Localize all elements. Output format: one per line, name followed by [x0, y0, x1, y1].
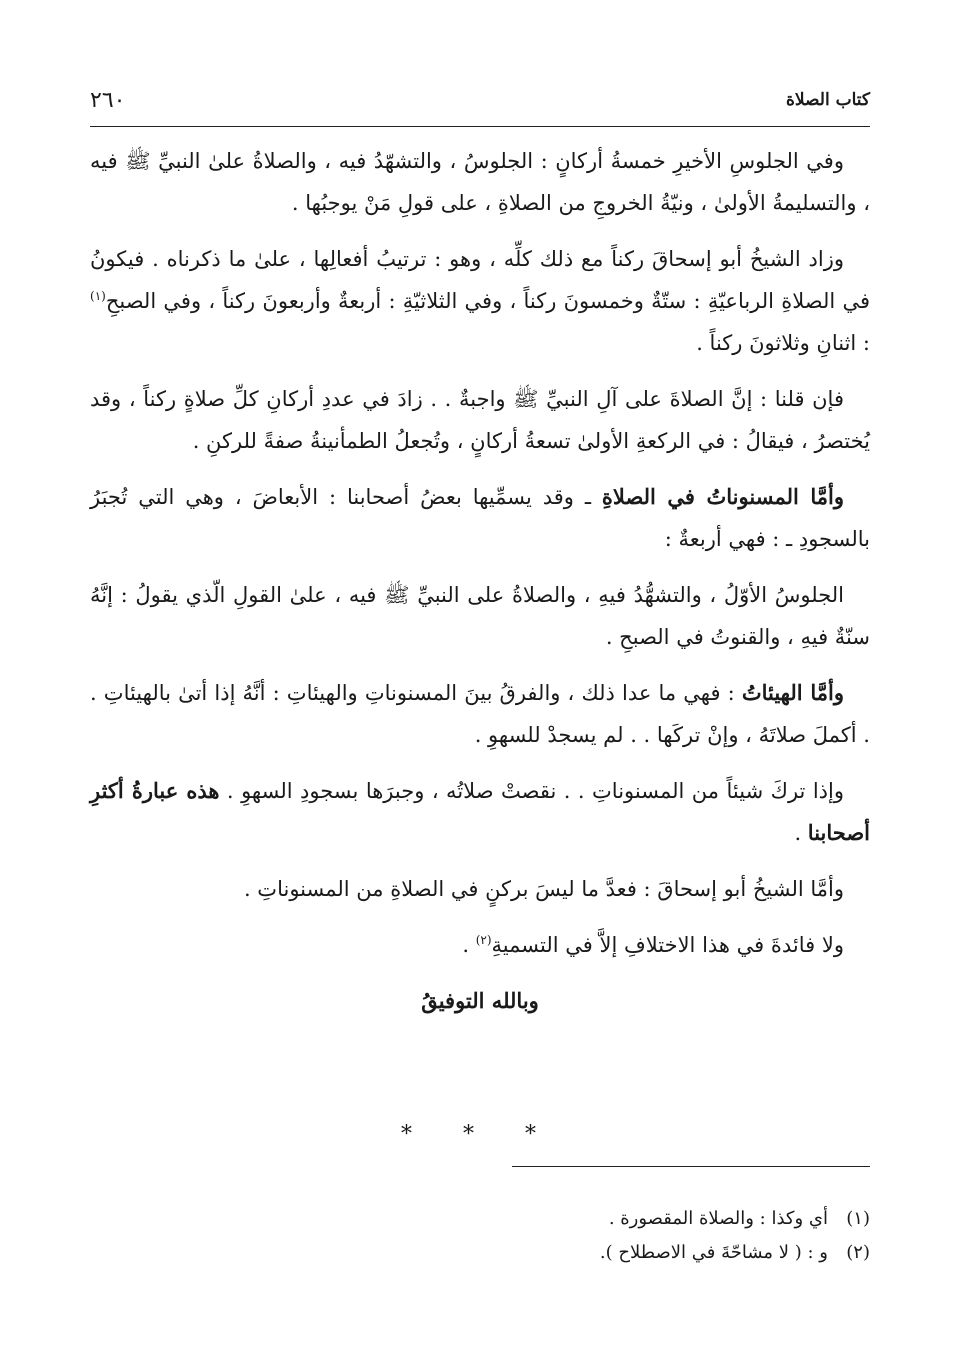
footnote-text: و : ( لا مشاحّةَ في الاصطلاح ).	[599, 1242, 828, 1263]
footnote-1	[90, 1202, 870, 1236]
heading-hayat: وأمَّا الهيئاتُ	[741, 680, 844, 705]
page-header	[90, 88, 870, 122]
paragraph-abu-ishaq-add: وأمَّا الشيخُ أبو إسحاقَ : فعدَّ ما ليسَ بركنٍ في الصلاةِ من المسنوناتِ .	[243, 877, 844, 901]
header-rule	[90, 126, 870, 127]
footnote-2	[90, 1236, 870, 1270]
page-number: ٢٦٠	[90, 88, 126, 113]
paragraph-salat-al: فإن قلنا : إنَّ الصلاةَ على آلِ النبيِّ ﷺ واجبةٌ . . زادَ في عددِ أركانِ كلِّ صلاةٍ ركناً ، وقد يُختصرُ ، فيقالُ : في الركعةِ الأولىٰ تسعةُ أركانٍ ، وتُجعلُ الطمأنينةُ صفةً للركنِ .	[90, 387, 870, 453]
paragraph-hayat: وأمَّا الهيئاتُ : فهي ما عدا ذلك ، والفرقُ بينَ المسنوناتِ والهيئاتِ : أنَّهُ إذا أتىٰ بالهيئاتِ . . أكملَ صلاتَهُ ، وإنْ تركَها . . لم يسجدْ للسهوِ .	[90, 680, 870, 747]
paragraph-masnunat: وأمَّا المسنوناتُ في الصلاةِ ـ وقد يسمِّيها بعضُ أصحابنا : الأبعاضَ ، وهي التي تُجبَرُ بالسجودِ ـ : فهي أربعةٌ :	[90, 484, 870, 551]
section-separator: * * *	[401, 1122, 558, 1147]
closing-phrase: وبالله التوفيقُ	[421, 988, 539, 1013]
footnote-number: (١)	[846, 1208, 870, 1229]
main-text	[90, 140, 870, 1036]
running-title: كتاب الصلاة	[785, 90, 870, 110]
emphasis-ibara: هذه عبارةُ أكثرِ أصحابنا	[90, 778, 870, 845]
footnote-rule	[512, 1166, 870, 1167]
paragraph-jalsa-akhir: وفي الجلوسِ الأخيرِ خمسةُ أركانٍ : الجلوسُ ، والتشهّدُ فيه ، والصلاةُ علىٰ النبيِّ ﷺ فيه ، والتسليمةُ الأولىٰ ، ونيّةُ الخروجِ من الصلاةِ ، على قولِ مَنْ يوجبُها .	[90, 149, 870, 215]
footnote-text: أي وكذا : والصلاة المقصورة .	[608, 1208, 828, 1229]
paragraph-abu-ishaq-count: وزاد الشيخُ أبو إسحاقَ ركناً مع ذلك كلِّه ، وهو : ترتيبُ أفعالِها ، علىٰ ما ذكرناه . فيكونُ في الصلاةِ الرباعيّةِ : ستّةٌ وخمسونَ ركناً ، وفي الثلاثيّةِ : أربعةٌ وأربعونَ ركناً ، وفي الصبحِ$^{(١)}$ : اثنانِ وثلاثونَ ركناً .	[90, 247, 870, 355]
footnotes	[90, 1202, 870, 1270]
footnote-number: (٢)	[846, 1242, 870, 1263]
paragraph-masnunat-list: الجلوسُ الأوّلُ ، والتشهُّدُ فيهِ ، والصلاةُ على النبيِّ ﷺ فيه ، علىٰ القولِ الّذي يقولُ : إنَّهُ سنّةٌ فيهِ ، والقنوتُ في الصبحِ .	[90, 583, 870, 649]
heading-masnunat: وأمَّا المسنوناتُ في الصلاةِ	[601, 484, 844, 509]
footnote-ref-2: (٢)	[475, 933, 492, 947]
footnote-ref-1: (١)	[90, 289, 106, 303]
paragraph-la-faida: ولا فائدةَ في هذا الاختلافِ إلاَّ في التسميةِ$^{(٢)}$ .	[462, 933, 844, 957]
paragraph-tark-masnunat: وإذا تركَ شيئاً من المسنوناتِ . . نقصتْ صلاتُه ، وجبرَها بسجودِ السهوِ . هذه عبارةُ أكثرِ أصحابنا .	[90, 778, 870, 845]
